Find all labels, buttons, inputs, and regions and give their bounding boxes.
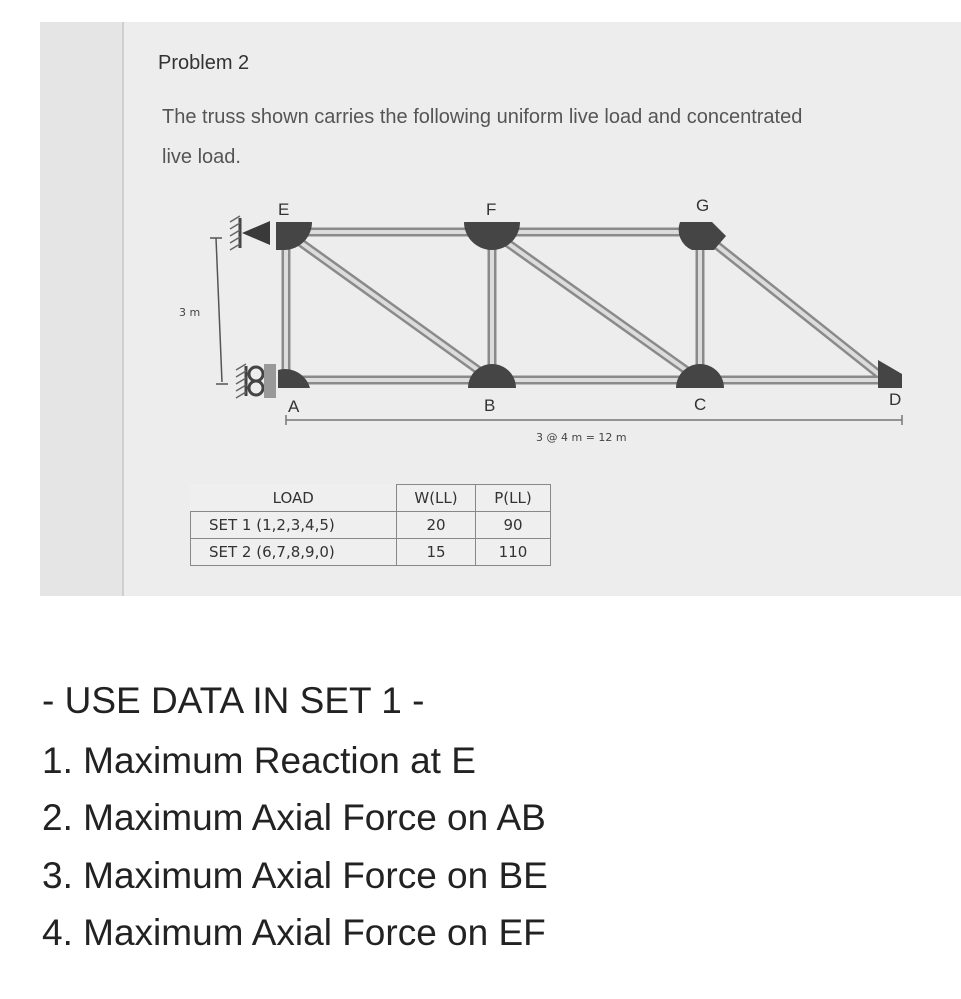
load-table-cell: 20 (397, 512, 476, 539)
load-table-cell: SET 1 (1,2,3,4,5) (191, 512, 397, 539)
load-table-cell: 90 (476, 512, 551, 539)
node-label-G: G (696, 196, 710, 215)
span-dimension (286, 415, 902, 425)
load-table-cell: 110 (476, 539, 551, 566)
load-table-header-load: LOAD (272, 488, 314, 507)
span-label: 3 @ 4 m = 12 m (536, 431, 627, 444)
gusset-D (878, 360, 902, 388)
node-label-D: D (889, 390, 902, 409)
problem-title: Problem 2 (158, 52, 250, 74)
load-table-header-row (191, 485, 551, 512)
node-label-C: C (694, 395, 707, 414)
load-table-header-p: P(LL) (476, 485, 551, 512)
load-table-cell: SET 2 (6,7,8,9,0) (191, 539, 397, 566)
problem-intro-line-2: live load. (162, 146, 241, 168)
node-label-A: A (288, 397, 300, 416)
questions-header: - USE DATA IN SET 1 - (42, 680, 425, 721)
support-A (236, 364, 276, 398)
load-table (190, 484, 551, 566)
height-label: 3 m (179, 306, 201, 319)
question-3: 3. Maximum Axial Force on BE (42, 855, 548, 896)
node-label-F: F (486, 200, 497, 219)
question-4: 4. Maximum Axial Force on EF (42, 912, 546, 953)
table-row (191, 512, 551, 539)
question-1: 1. Maximum Reaction at E (42, 740, 476, 781)
node-label-E: E (278, 200, 290, 219)
load-table-header-w: W(LL) (397, 485, 476, 512)
question-2: 2. Maximum Axial Force on AB (42, 797, 546, 838)
problem-intro-line-1: The truss shown carries the following uniform live load and concentrated (162, 106, 803, 128)
load-table-cell: 15 (397, 539, 476, 566)
height-dimension (210, 238, 228, 384)
table-row (191, 539, 551, 566)
support-E (230, 216, 270, 250)
problem-photo (40, 22, 961, 596)
node-label-B: B (484, 396, 496, 415)
